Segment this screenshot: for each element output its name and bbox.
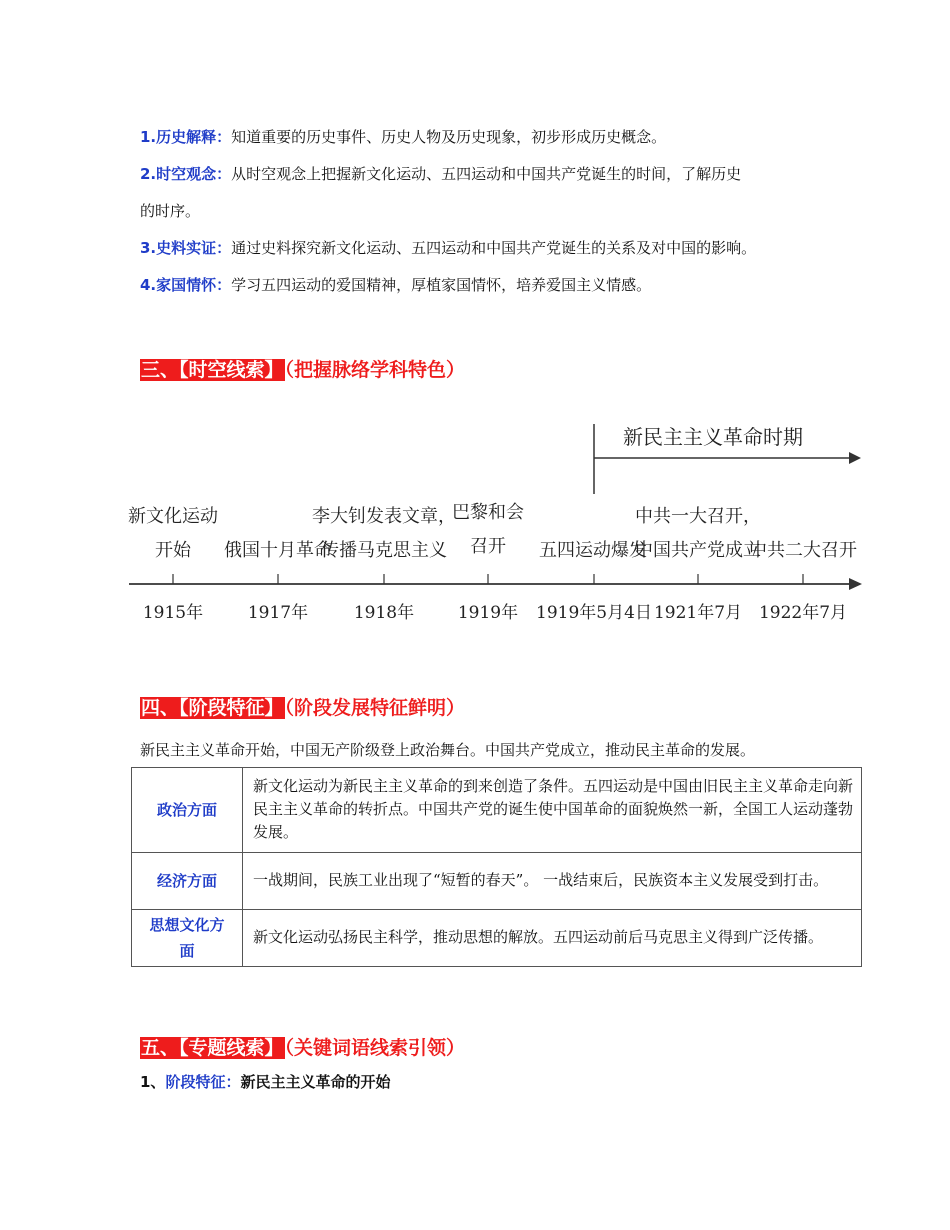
section-heading-stage-features <box>140 695 465 721</box>
objective-text: 知道重要的历史事件、历史人物及历史现象，初步形成历史概念。 <box>231 128 667 146</box>
topic-1 <box>140 1072 390 1092</box>
event-year: 1915年 <box>142 603 204 623</box>
objective-2 <box>140 164 741 184</box>
row-label <box>132 910 243 967</box>
objective-3 <box>140 238 756 258</box>
event-year: 1921年7月 <box>653 603 743 623</box>
row-text: 一战期间，民族工业出现了“短暂的春天”。 一战结束后，民族资本主义发展受到打击。 <box>243 853 862 910</box>
objective-text: 从时空观念上把握新文化运动、五四运动和中国共产党诞生的时间，了解历史 <box>231 165 742 183</box>
event-label: 传播马克思主义 <box>321 540 447 561</box>
event-label: 李大钊发表文章， <box>312 506 456 527</box>
event-label: 开始 <box>155 540 191 561</box>
event-year: 1917年 <box>247 603 309 623</box>
objective-text: 的时序。 <box>140 202 201 220</box>
event-label: 召开 <box>470 536 506 557</box>
event-label: 中共一大召开， <box>635 506 761 527</box>
row-label: 政治方面 <box>132 768 243 853</box>
objective-number: 3. <box>140 239 157 257</box>
table-row <box>132 853 862 910</box>
objective-4 <box>140 275 651 295</box>
objective-key: 时空观念： <box>156 165 232 183</box>
event-year: 1919年 <box>457 603 519 623</box>
period-arrow-head <box>849 452 861 464</box>
objective-2-continuation <box>140 201 200 221</box>
topic-label: 阶段特征： <box>165 1073 241 1091</box>
objective-1 <box>140 127 666 147</box>
topic-prefix: 1、 <box>140 1073 166 1091</box>
row-label-text: 思想文化方面 <box>149 916 225 960</box>
section-title: 五、【专题线索】 <box>141 1037 284 1059</box>
event-label: 俄国十月革命 <box>224 540 332 561</box>
period-label: 新民主主义革命时期 <box>623 425 803 449</box>
section-subtitle: （把握脉络学科特色） <box>284 359 466 381</box>
timeline-diagram <box>0 410 950 640</box>
objective-text: 通过史料探究新文化运动、五四运动和中国共产党诞生的关系及对中国的影响。 <box>231 239 757 257</box>
stage-features-table <box>131 767 862 967</box>
objective-text: 学习五四运动的爱国精神，厚植家国情怀，培养爱国主义情感。 <box>231 276 652 294</box>
objective-number: 4. <box>140 276 157 294</box>
event-year: 1919年5月4日 <box>536 603 652 623</box>
objective-number: 1. <box>140 128 157 146</box>
event-label: 中共二大召开 <box>749 540 857 561</box>
objective-key: 家国情怀： <box>156 276 232 294</box>
event-year: 1922年7月 <box>758 603 848 623</box>
event-label: 中国共产党成立 <box>635 540 761 561</box>
event-year: 1918年 <box>353 603 415 623</box>
section-subtitle: （阶段发展特征鲜明） <box>284 697 466 719</box>
section-heading-timeline <box>140 357 465 383</box>
event-label: 五四运动爆发 <box>539 540 647 561</box>
event-label: 新文化运动 <box>128 506 218 527</box>
section-heading-topic-clues <box>140 1035 465 1061</box>
topic-text: 新民主主义革命的开始 <box>240 1073 391 1091</box>
section-subtitle: （关键词语线索引领） <box>284 1037 466 1059</box>
row-text: 新文化运动为新民主主义革命的到来创造了条件。五四运动是中国由旧民主主义革命走向新民主主义革命的转折点。中国共产党的诞生使中国革命的面貌焕然一新，全国工人运动蓬勃发展。 <box>243 768 862 853</box>
row-label: 经济方面 <box>132 853 243 910</box>
table-row <box>132 910 862 967</box>
event-label: 巴黎和会 <box>452 502 524 523</box>
section-title: 三、【时空线索】 <box>141 359 284 381</box>
timeline-arrow-head <box>849 578 862 590</box>
table-row <box>132 768 862 853</box>
objective-number: 2. <box>140 165 157 183</box>
stage-intro: 新民主主义革命开始，中国无产阶级登上政治舞台。中国共产党成立，推动民主革命的发展。 <box>140 741 756 759</box>
section-title: 四、【阶段特征】 <box>141 697 284 719</box>
row-text: 新文化运动弘扬民主科学，推动思想的解放。五四运动前后马克思主义得到广泛传播。 <box>243 910 862 967</box>
objective-key: 历史解释： <box>156 128 232 146</box>
objective-key: 史料实证： <box>156 239 232 257</box>
